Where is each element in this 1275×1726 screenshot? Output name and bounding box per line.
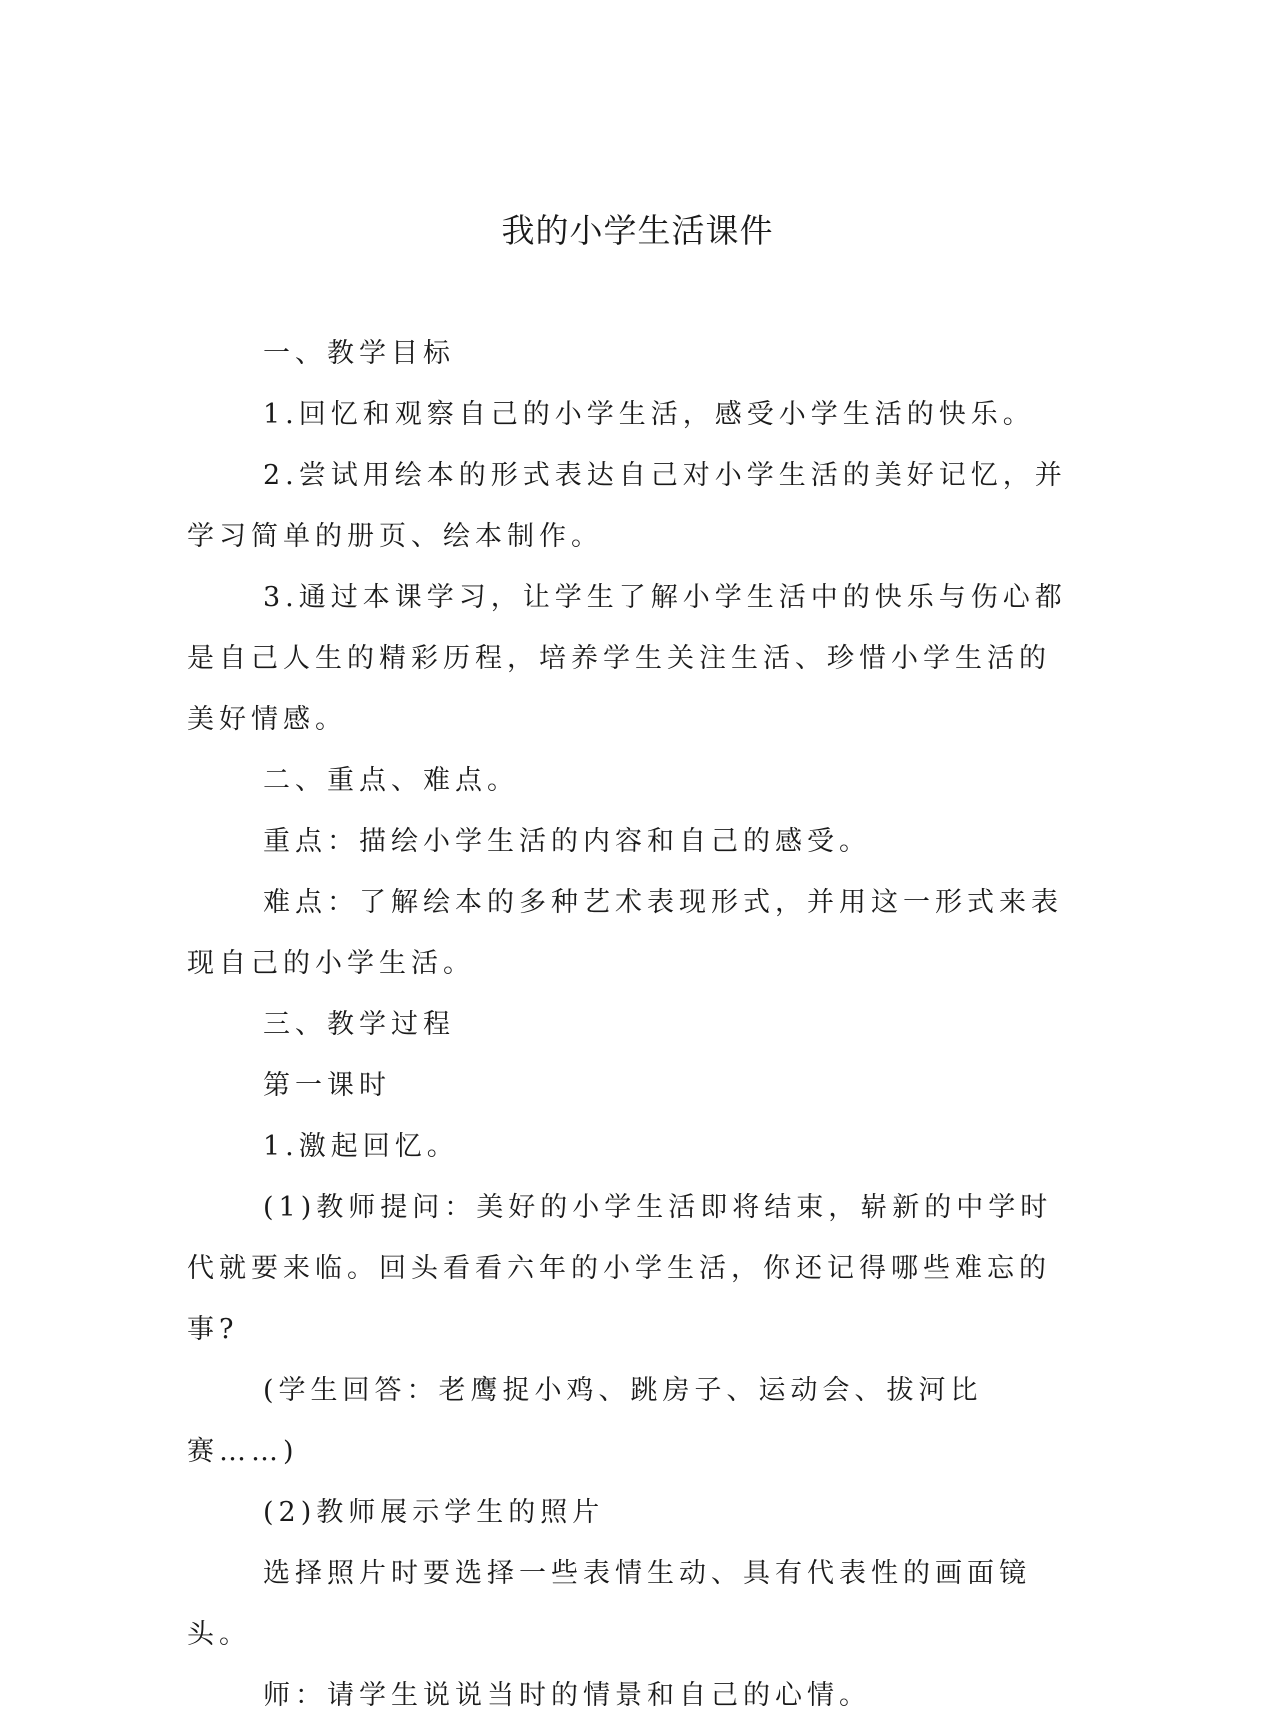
step-1-heading: 1.激起回忆。 <box>263 1131 459 1162</box>
objective-item-1: 1.回忆和观察自己的小学生活，感受小学生活的快乐。 <box>263 399 1035 430</box>
teacher-prompt: 师：请学生说说当时的情景和自己的心情。 <box>263 1680 871 1711</box>
difficulty-text: 难点：了解绘本的多种艺术表现形式，并用这一形式来表现自己的小学生活。 <box>187 887 1063 979</box>
step-1-student-answer: (学生回答：老鹰捉小鸡、跳房子、运动会、拔河比赛……) <box>187 1375 983 1467</box>
section-heading-process: 三、教学过程 <box>263 1009 455 1040</box>
step-2-photo-display: (2)教师展示学生的照片 <box>263 1497 605 1528</box>
section-heading-key-points: 二、重点、难点。 <box>263 765 519 796</box>
objective-item-3: 3.通过本课学习，让学生了解小学生活中的快乐与伤心都是自己人生的精彩历程，培养学生关注生活、珍惜小学生活的美好情感。 <box>187 582 1067 735</box>
document-title: 我的小学生活课件 <box>501 211 774 250</box>
objective-item-2: 2.尝试用绘本的形式表达自己对小学生活的美好记忆，并学习简单的册页、绘本制作。 <box>187 460 1067 552</box>
key-point-text: 重点：描绘小学生活的内容和自己的感受。 <box>263 826 871 857</box>
section-heading-objectives: 一、教学目标 <box>263 338 455 369</box>
lesson-period-heading: 第一课时 <box>263 1070 391 1101</box>
step-1-teacher-question: (1)教师提问：美好的小学生活即将结束，崭新的中学时代就要来临。回头看看六年的小学生活，你还记得哪些难忘的事? <box>187 1192 1053 1345</box>
document-body <box>187 323 1077 1726</box>
photo-selection-note: 选择照片时要选择一些表情生动、具有代表性的画面镜头。 <box>187 1558 1031 1650</box>
